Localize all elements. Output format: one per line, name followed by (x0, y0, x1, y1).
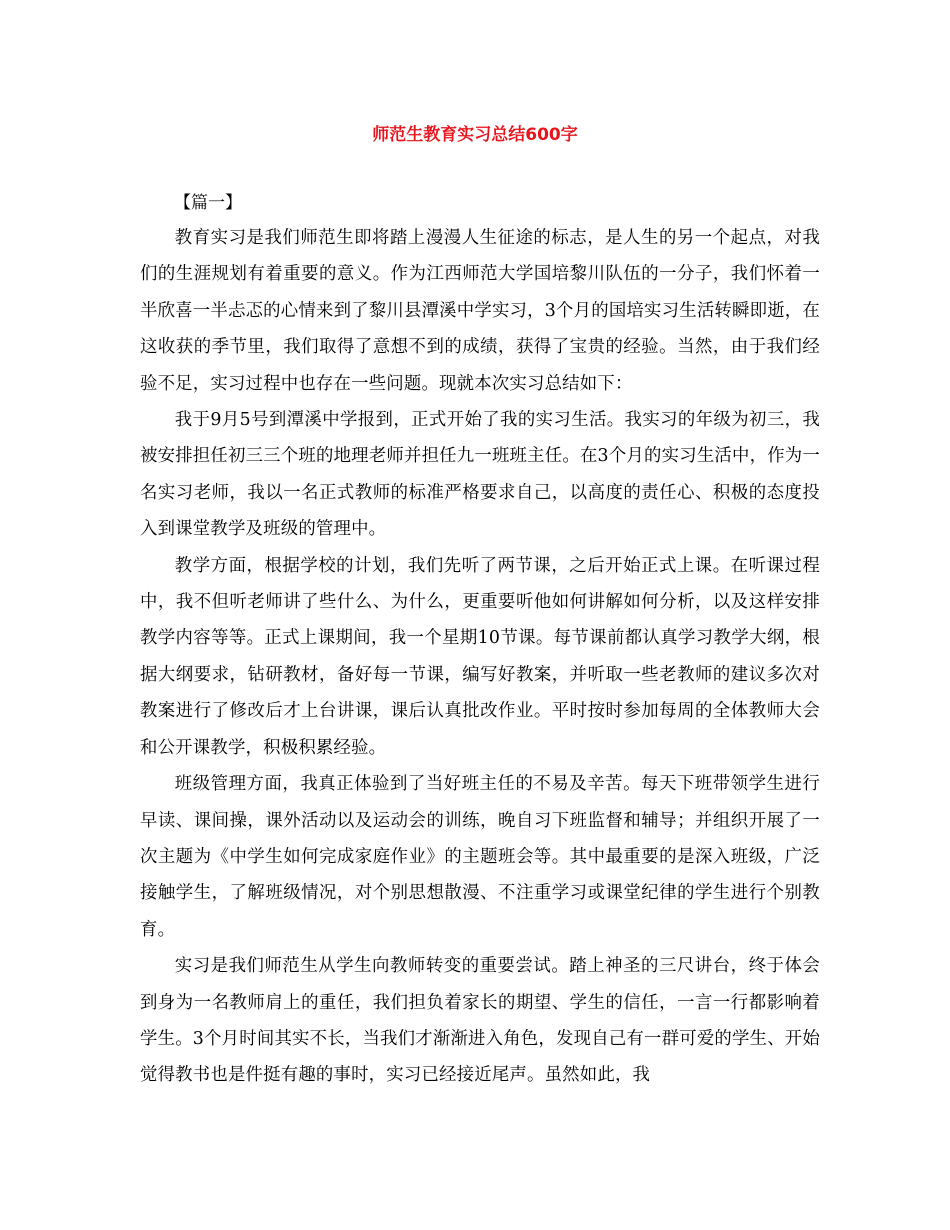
paragraph-3: 教学方面，根据学校的计划，我们先听了两节课，之后开始正式上课。在听课过程中，我不但听老师讲了些什么、为什么，更重要听他如何讲解如何分析，以及这样安排教学内容等等。正式上课期间，我一个星期10节课。每节课前都认真学习教学大纲，根据大纲要求，钻研教材，备好每一节课，编写好教案，并听取一些老教师的建议多次对教案进行了修改后才上台讲课，课后认真批改作业。平时按时参加每周的全体教师大会和公开课教学，积极积累经验。 (140, 555, 820, 758)
paragraph-5: 实习是我们师范生从学生向教师转变的重要尝试。踏上神圣的三尺讲台，终于体会到身为一名教师肩上的重任，我们担负着家长的期望、学生的信任，一言一行都影响着学生。3个月时间其实不长，当我们才渐渐进入角色，发现自己有一群可爱的学生、开始觉得教书也是件挺有趣的事时，实习已经接近尾声。虽然如此，我 (140, 956, 820, 1086)
paragraph-1: 教育实习是我们师范生即将踏上漫漫人生征途的标志，是人生的另一个起点，对我们的生涯规划有着重要的意义。作为江西师范大学国培黎川队伍的一分子，我们怀着一半欣喜一半忐忑的心情来到了黎川县潭溪中学实习，3个月的国培实习生活转瞬即逝，在这收获的季节里，我们取得了意想不到的成绩，获得了宝贵的经验。当然，由于我们经验不足，实习过程中也存在一些问题。现就本次实习总结如下： (140, 228, 820, 394)
paragraph-2: 我于9月5号到潭溪中学报到，正式开始了我的实习生活。我实习的年级为初三，我被安排担任初三三个班的地理老师并担任九一班班主任。在3个月的实习生活中，作为一名实习老师，我以一名正式教师的标准严格要求自己，以高度的责任心、积极的态度投入到课堂教学及班级的管理中。 (140, 410, 820, 540)
paragraph-4: 班级管理方面，我真正体验到了当好班主任的不易及辛苦。每天下班带领学生进行早读、课间操，课外活动以及运动会的训练，晚自习下班监督和辅导；并组织开展了一次主题为《中学生如何完成家庭作业》的主题班会等。其中最重要的是深入班级，广泛接触学生，了解班级情况，对个别思想散漫、不注重学习或课堂纪律的学生进行个别教育。 (140, 774, 820, 940)
document-body (140, 220, 820, 1094)
section-label: 【篇一】 (174, 193, 242, 213)
document-title: 师范生教育实习总结600字 (372, 125, 578, 145)
